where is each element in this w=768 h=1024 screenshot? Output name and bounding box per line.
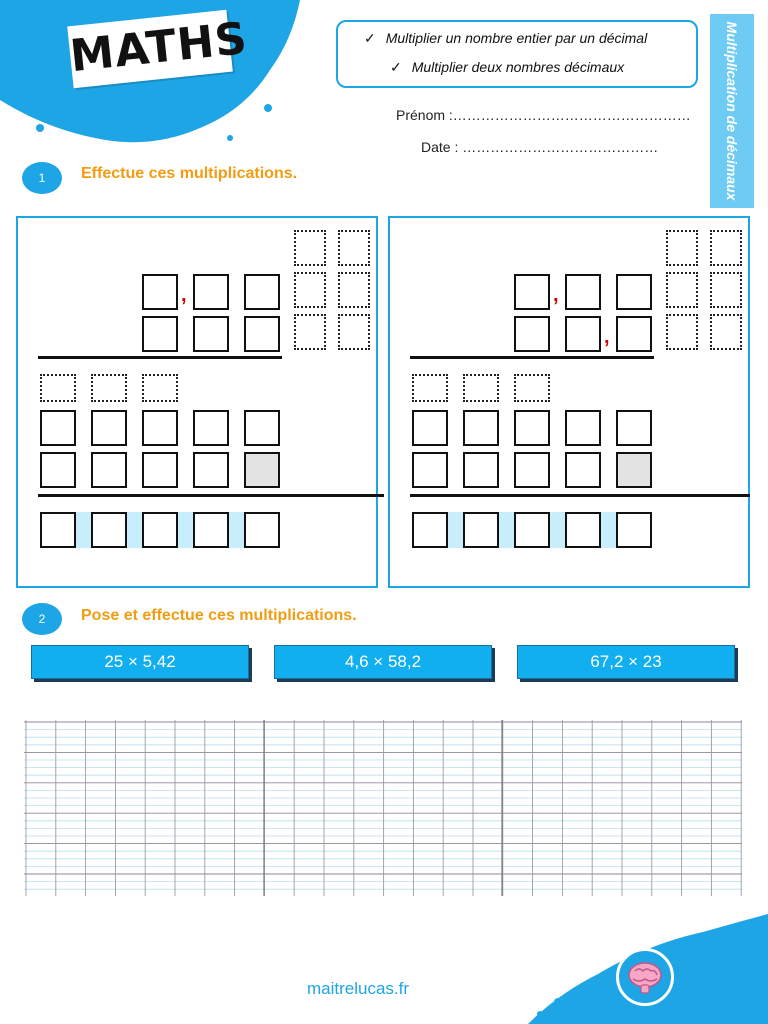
digit-box[interactable] — [193, 274, 229, 310]
objective-item: ✓ Multiplier un nombre entier par un décimal — [364, 30, 648, 46]
brand-logo: MAÎTRE LUCAS — [675, 955, 761, 999]
filled-box — [244, 452, 280, 488]
carry-box[interactable] — [338, 272, 370, 308]
side-title: Multiplication de décimaux — [724, 21, 740, 201]
decimal-comma: , — [553, 284, 559, 306]
exercise-1-badge: 1 — [22, 162, 62, 194]
digit-box[interactable] — [91, 452, 127, 488]
result-line — [38, 494, 384, 497]
digit-box[interactable] — [91, 410, 127, 446]
digit-box[interactable] — [412, 452, 448, 488]
digit-box[interactable] — [244, 274, 280, 310]
result-line — [410, 494, 750, 497]
digit-box[interactable] — [193, 410, 229, 446]
carry-box[interactable] — [142, 374, 178, 402]
operation-card: 4,6 × 58,2 — [274, 645, 492, 679]
side-banner — [710, 14, 754, 208]
digit-box[interactable] — [565, 274, 601, 310]
first-name-field[interactable]: Prénom :…………………………………………… — [396, 107, 691, 123]
digit-box[interactable] — [91, 512, 127, 548]
digit-box[interactable] — [616, 410, 652, 446]
digit-box[interactable] — [514, 316, 550, 352]
digit-box[interactable] — [142, 410, 178, 446]
carry-box[interactable] — [412, 374, 448, 402]
carry-box[interactable] — [710, 272, 742, 308]
check-icon: ✓ — [364, 30, 376, 46]
carry-box[interactable] — [710, 314, 742, 350]
digit-box[interactable] — [463, 452, 499, 488]
decimal-comma: , — [604, 326, 610, 348]
brain-icon — [616, 948, 674, 1006]
writing-grid[interactable] — [24, 720, 742, 896]
carry-box[interactable] — [666, 314, 698, 350]
objective-item: ✓ Multiplier deux nombres décimaux — [390, 59, 625, 75]
date-field[interactable]: Date : …………………………………… — [421, 139, 659, 155]
exercise-1-title: Effectue ces multiplications. — [81, 165, 298, 182]
maths-badge: MATHS — [67, 10, 233, 88]
digit-box[interactable] — [463, 410, 499, 446]
digit-box[interactable] — [193, 512, 229, 548]
operation-card: 67,2 × 23 — [517, 645, 735, 679]
carry-box[interactable] — [338, 230, 370, 266]
objectives-box — [336, 20, 698, 88]
digit-box[interactable] — [142, 452, 178, 488]
digit-box[interactable] — [244, 410, 280, 446]
digit-box[interactable] — [142, 316, 178, 352]
check-icon: ✓ — [390, 59, 402, 75]
carry-box[interactable] — [666, 230, 698, 266]
carry-box[interactable] — [666, 272, 698, 308]
sum-line — [410, 356, 654, 359]
carry-box[interactable] — [294, 272, 326, 308]
carry-box[interactable] — [710, 230, 742, 266]
carry-box[interactable] — [514, 374, 550, 402]
carry-box[interactable] — [294, 230, 326, 266]
operation-card: 25 × 5,42 — [31, 645, 249, 679]
digit-box[interactable] — [565, 410, 601, 446]
digit-box[interactable] — [565, 316, 601, 352]
multiplication-panel-1 — [16, 216, 378, 588]
carry-box[interactable] — [40, 374, 76, 402]
footer-url[interactable]: maitrelucas.fr — [307, 979, 410, 998]
exercise-2-badge: 2 — [22, 603, 62, 635]
digit-box[interactable] — [565, 452, 601, 488]
sum-line — [38, 356, 282, 359]
digit-box[interactable] — [514, 512, 550, 548]
digit-box[interactable] — [616, 512, 652, 548]
digit-box[interactable] — [244, 316, 280, 352]
carry-box[interactable] — [91, 374, 127, 402]
digit-box[interactable] — [514, 274, 550, 310]
exercise-2-title: Pose et effectue ces multiplications. — [81, 607, 357, 624]
digit-box[interactable] — [142, 274, 178, 310]
digit-box[interactable] — [193, 316, 229, 352]
carry-box[interactable] — [294, 314, 326, 350]
digit-box[interactable] — [40, 410, 76, 446]
digit-box[interactable] — [244, 512, 280, 548]
digit-box[interactable] — [142, 512, 178, 548]
digit-box[interactable] — [412, 410, 448, 446]
carry-box[interactable] — [463, 374, 499, 402]
filled-box — [616, 452, 652, 488]
digit-box[interactable] — [40, 452, 76, 488]
digit-box[interactable] — [40, 512, 76, 548]
digit-box[interactable] — [412, 512, 448, 548]
digit-box[interactable] — [514, 452, 550, 488]
digit-box[interactable] — [514, 410, 550, 446]
digit-box[interactable] — [616, 274, 652, 310]
decimal-comma: , — [181, 284, 187, 306]
multiplication-panel-2 — [388, 216, 750, 588]
digit-box[interactable] — [616, 316, 652, 352]
digit-box[interactable] — [565, 512, 601, 548]
digit-box[interactable] — [463, 512, 499, 548]
carry-box[interactable] — [338, 314, 370, 350]
digit-box[interactable] — [193, 452, 229, 488]
